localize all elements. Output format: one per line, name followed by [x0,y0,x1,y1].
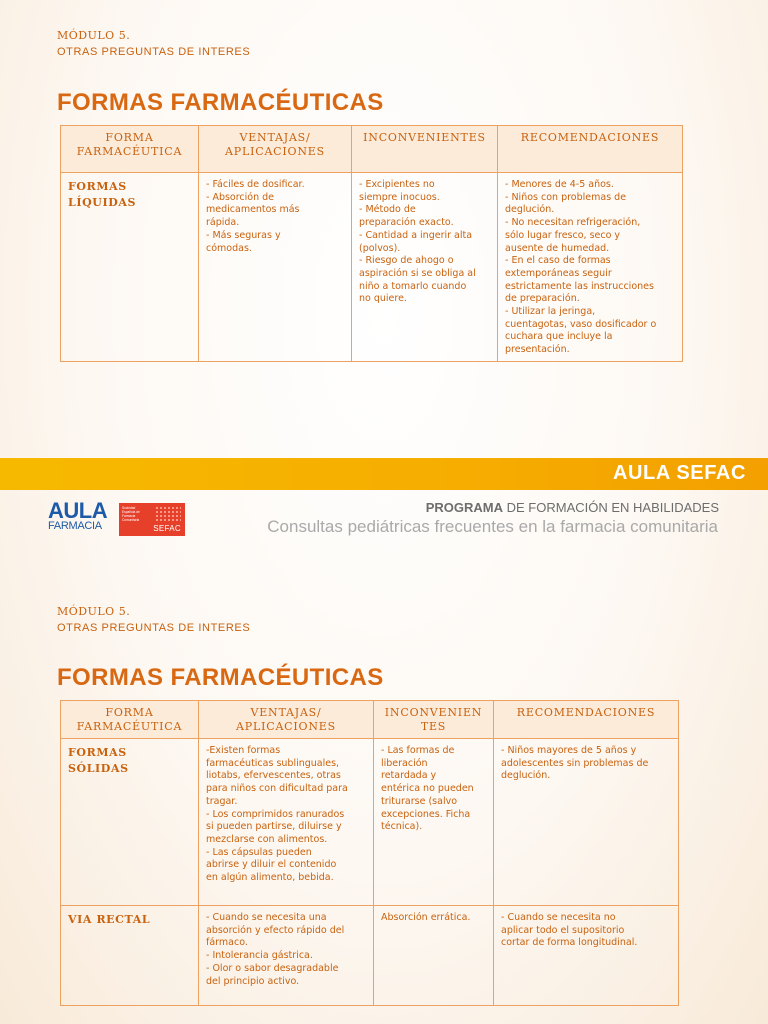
program-title [426,500,719,515]
program-subtitle: Consultas pediátricas frecuentes en la farmacia comunitaria [267,517,718,536]
slide-1 [0,0,768,455]
dosage-forms-table [60,125,683,362]
page-title: FORMAS FARMACÉUTICAS [57,89,384,116]
header-recomendaciones: RECOMENDACIONES [494,701,679,739]
aula-farmacia-logo [48,498,110,537]
sefac-logo-text: SEFAC [153,524,181,533]
sefac-logo-small-text: Sociedad Española de Farmacia Comunitaria [122,506,140,522]
row-form-name: FORMAS LÍQUIDAS [61,173,199,362]
cell-ventajas: -Existen formas farmacéuticas sublinguales, liotabs, efervescentes, otras para niños con dificultad para tragar. - Los comprimidos ranurados si pueden partirse, diluirse y mezclarse con alimentos. - Las cápsulas pueden abrirse y diluir el contenido en algún alimento, bebida. [199,739,374,906]
logo-farmacia-text: FARMACIA [48,520,102,532]
header-inconvenientes: INCONVENIENTES [352,126,498,173]
row-form-name: VIA RECTAL [61,906,199,1006]
cell-recomendaciones: - Menores de 4-5 años. - Niños con problemas de deglución. - No necesitan refrigeración, sólo lugar fresco, seco y ausente de humedad. - En el caso de formas extemporáneas seguir estrictamente las instrucciones de preparación. - Utilizar la jeringa, cuentagotas, vaso dosificador o cuchara que incluye la presentación. [498,173,683,362]
cell-inconvenientes: Absorción errática. [374,906,494,1006]
slide-2 [0,578,768,1024]
logo-aula-text: AULA [48,498,108,523]
header-recomendaciones: RECOMENDACIONES [498,126,683,173]
cell-inconvenientes: - Las formas de liberación retardada y entérica no pueden triturarse (salvo excepciones. Ficha técnica). [374,739,494,906]
header-ventajas: VENTAJAS/ APLICACIONES [199,701,374,739]
banner-title: AULA SEFAC [612,462,746,484]
module-label: MÓDULO 5. [57,29,131,42]
sefac-logo [119,503,185,536]
dosage-forms-table [60,700,679,1006]
cell-recomendaciones: - Niños mayores de 5 años y adolescentes sin problemas de deglución. [494,739,679,906]
module-subtitle: OTRAS PREGUNTAS DE INTERES [57,46,251,58]
cell-ventajas: - Fáciles de dosificar. - Absorción de medicamentos más rápida. - Más seguras y cómodas. [199,173,352,362]
module-subtitle: OTRAS PREGUNTAS DE INTERES [57,622,251,634]
header-inconvenientes: INCONVENIEN TES [374,701,494,739]
cell-ventajas: - Cuando se necesita una absorción y efecto rápido del fármaco. - Intolerancia gástrica. - Olor o sabor desagradable del principio activo. [199,906,374,1006]
header-forma: FORMA FARMACÉUTICA [61,126,199,173]
sefac-dot-pattern [155,506,181,523]
cell-recomendaciones: - Cuando se necesita no aplicar todo el supositorio cortar de forma longitudinal. [494,906,679,1006]
header-forma: FORMA FARMACÉUTICA [61,701,199,739]
cell-inconvenientes: - Excipientes no siempre inocuos. - Método de preparación exacto. - Cantidad a ingerir alta (polvos). - Riesgo de ahogo o aspiración si se obliga al niño a tomarlo cuando no quiere. [352,173,498,362]
table-row [61,173,683,362]
brand-banner [0,458,768,490]
page-title: FORMAS FARMACÉUTICAS [57,664,384,691]
program-rest: DE FORMACIÓN EN HABILIDADES [503,500,719,515]
row-form-name: FORMAS SÓLIDAS [61,739,199,906]
program-bold: PROGRAMA [425,500,504,515]
module-label: MÓDULO 5. [57,605,131,618]
table-row [61,739,679,906]
header-ventajas: VENTAJAS/ APLICACIONES [199,126,352,173]
table-row [61,906,679,1006]
